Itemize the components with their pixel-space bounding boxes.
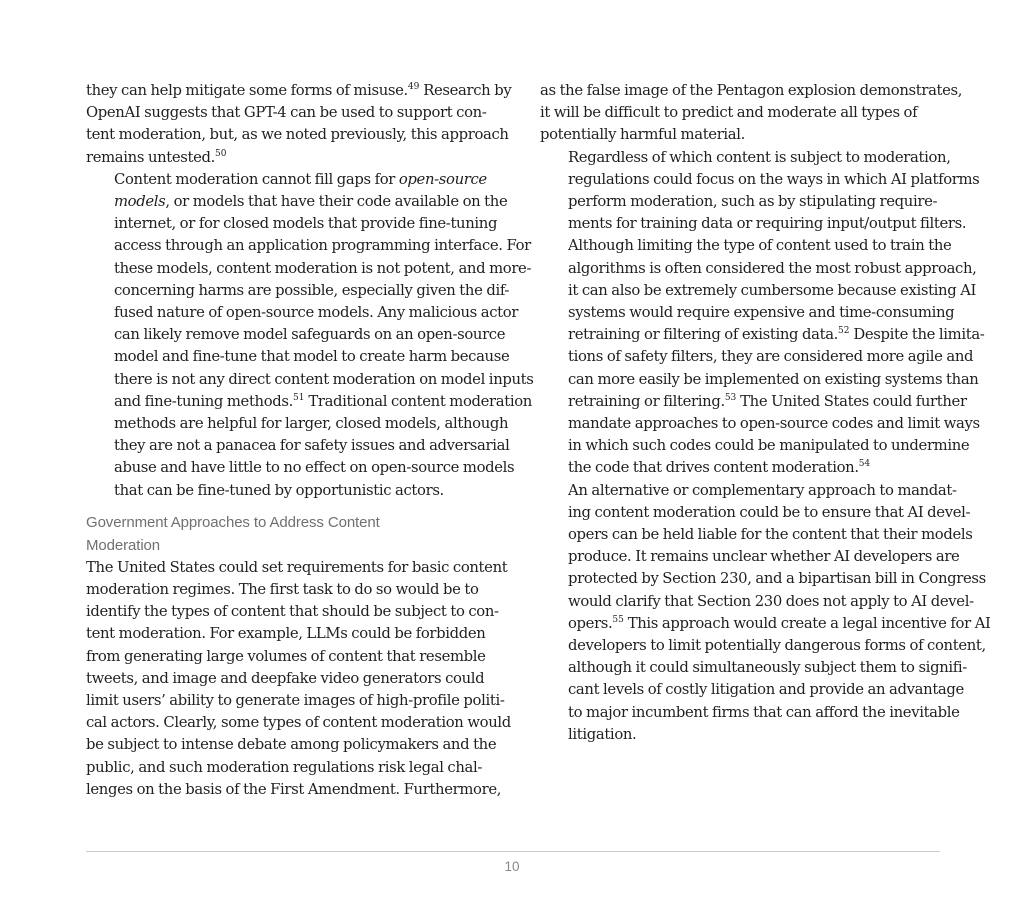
body-line: in which such codes could be manipulated to undermine (568, 437, 970, 455)
body-text: Despite the limita- (849, 326, 985, 344)
body-line: it will be difficult to predict and moderate all types of (540, 104, 918, 122)
body-line: tent moderation. For example, LLMs could be forbidden (86, 625, 486, 643)
paragraph-government (86, 557, 511, 801)
body-line: cant levels of costly litigation and provide an advantage (568, 681, 964, 699)
footnote-ref-51[interactable]: 51 (293, 392, 305, 403)
body-line: although it could simultaneously subject them to signifi- (568, 659, 967, 677)
section-subheading (86, 511, 491, 557)
body-text: and fine-tuning methods. (114, 392, 294, 410)
body-line: litigation. (568, 725, 637, 743)
body-line: produce. It remains unclear whether AI developers are (568, 548, 960, 566)
left-column (86, 80, 534, 801)
body-line: tent moderation, but, as we noted previously, this approach (86, 126, 509, 144)
paragraph-misuse (86, 80, 512, 169)
body-line: methods are helpful for larger, closed models, although (114, 415, 509, 433)
body-line: would clarify that Section 230 does not apply to AI devel- (568, 592, 974, 610)
body-line: OpenAI suggests that GPT-4 can be used to support con- (86, 104, 487, 122)
body-line: potentially harmful material. (540, 126, 746, 144)
body-line: can likely remove model safeguards on an open-source (114, 326, 506, 344)
footnote-ref-50[interactable]: 50 (215, 148, 227, 159)
body-line: as the false image of the Pentagon explosion demonstrates, (540, 82, 963, 99)
body-text: retraining or filtering of existing data. (568, 326, 839, 344)
body-line: be subject to intense debate among policymakers and the (86, 736, 497, 754)
page-number: 10 (504, 859, 520, 874)
body-text: The United States could further (736, 392, 967, 410)
body-line: lenges on the basis of the First Amendment. Furthermore, (86, 780, 502, 798)
body-line: systems would require expensive and time-consuming (568, 304, 955, 322)
body-line: these models, content moderation is not potent, and more- (114, 259, 532, 277)
body-line: from generating large volumes of content that resemble (86, 647, 486, 665)
body-line: fused nature of open-source models. Any malicious actor (114, 304, 519, 322)
body-line: to major incumbent firms that can afford the inevitable (568, 703, 960, 721)
body-line: it can also be extremely cumbersome because existing AI (568, 281, 977, 299)
paragraph-liability (540, 480, 991, 746)
body-line: access through an application programming interface. For (114, 237, 531, 255)
body-line: moderation regimes. The first task to do so would be to (86, 581, 479, 599)
body-line: public, and such moderation regulations risk legal chal- (86, 758, 483, 776)
paragraph-regulations (540, 147, 985, 480)
paragraph-pentagon (540, 80, 963, 147)
right-column (540, 80, 991, 746)
body-line: concerning harms are possible, especially given the dif- (114, 281, 510, 299)
body-line: that can be fine-tuned by opportunistic actors. (114, 481, 444, 499)
body-line: An alternative or complementary approach to mandat- (568, 481, 957, 499)
body-text: retraining or filtering. (568, 392, 725, 410)
body-line: mandate approaches to open-source codes and limit ways (568, 415, 980, 433)
body-text: This approach would create a legal incentive for AI (623, 614, 991, 632)
body-line: there is not any direct content moderation on model inputs (114, 370, 534, 388)
body-line: model and fine-tune that model to create harm because (114, 348, 510, 366)
body-line: abuse and have little to no effect on open-source models (114, 459, 515, 477)
body-line: ments for training data or requiring input/output filters. (568, 215, 967, 233)
italic-term: models (114, 193, 166, 211)
body-line: can more easily be implemented on existing systems than (568, 370, 979, 388)
body-text: the code that drives content moderation. (568, 459, 859, 477)
footnote-ref-52[interactable]: 52 (838, 326, 850, 337)
body-line: perform moderation, such as by stipulating require- (568, 193, 938, 211)
subheading-line: Moderation (86, 536, 161, 554)
body-line: algorithms is often considered the most robust approach, (568, 259, 977, 277)
paragraph-open-source (86, 169, 534, 502)
body-line: protected by Section 230, and a bipartisan bill in Congress (568, 570, 986, 588)
body-line: tweets, and image and deepfake video generators could (86, 669, 485, 687)
footnote-ref-54[interactable]: 54 (858, 459, 871, 470)
body-text: Content moderation cannot fill gaps for (114, 170, 399, 188)
body-text: opers. (568, 614, 613, 632)
footer-divider (86, 851, 940, 852)
footnote-ref-49[interactable]: 49 (407, 82, 420, 92)
body-line: The United States could set requirements for basic content (86, 558, 508, 576)
footnote-ref-55[interactable]: 55 (612, 614, 624, 625)
body-line: Although limiting the type of content used to train the (568, 237, 952, 255)
body-text: Traditional content moderation (304, 392, 532, 410)
subheading-line: Government Approaches to Address Content (86, 513, 380, 531)
body-text: , or models that have their code available on the (165, 193, 508, 211)
body-line: limit users’ ability to generate images of high-profile politi- (86, 692, 505, 710)
body-text: they can help mitigate some forms of misuse. (86, 82, 408, 99)
footnote-ref-53[interactable]: 53 (724, 392, 737, 403)
body-line: opers can be held liable for the content that their models (568, 526, 973, 544)
body-line: ing content moderation could be to ensure that AI devel- (568, 503, 971, 521)
body-line: Regardless of which content is subject to moderation, (568, 148, 951, 166)
body-line: internet, or for closed models that provide fine-tuning (114, 215, 498, 233)
body-line: cal actors. Clearly, some types of content moderation would (86, 714, 511, 732)
body-line: identify the types of content that should be subject to con- (86, 603, 499, 621)
body-line: developers to limit potentially dangerous forms of content, (568, 637, 986, 655)
italic-term: open-source (398, 170, 487, 188)
body-line: tions of safety filters, they are considered more agile and (568, 348, 974, 366)
body-text: remains untested. (86, 148, 216, 166)
body-line: they are not a panacea for safety issues and adversarial (114, 437, 510, 455)
body-line: regulations could focus on the ways in which AI platforms (568, 170, 980, 188)
body-text: Research by (419, 82, 512, 99)
